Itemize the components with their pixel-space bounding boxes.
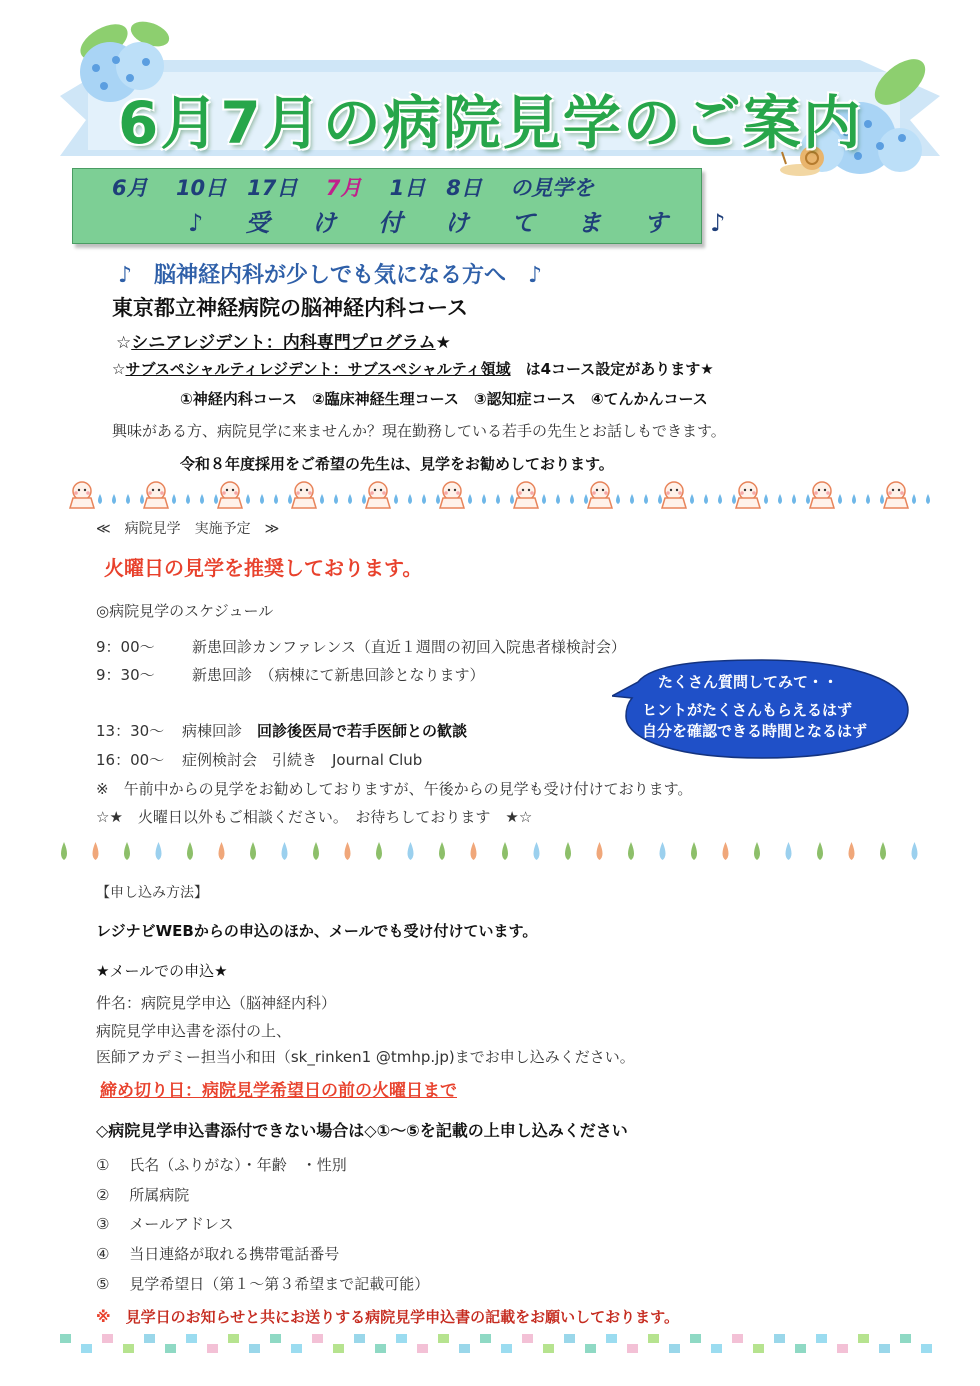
confetti-square [690,1334,701,1343]
raindrop-icon [482,494,486,504]
confetti-square [333,1344,344,1353]
confetti-square [795,1344,806,1353]
raindrop-icon [754,842,760,860]
raindrop-icon [690,494,694,504]
raindrop-icon [320,494,324,504]
senior-resident-program [116,328,451,353]
raindrop-icon [282,842,288,860]
raindrop-icon [912,842,918,860]
raindrop-icon [200,494,204,504]
accept-line: ♪ 受 け 付 け て ま す ♪ [188,209,740,237]
schedule-time: 9：00～ [96,638,155,656]
confetti-square [522,1334,533,1343]
raindrop-icon [496,494,500,504]
star-outline-icon: ☆ [112,360,126,378]
raindrop-icon [468,494,472,504]
raindrop-icon [502,842,508,860]
raindrop-icon [584,494,588,504]
raindrop-icon [172,494,176,504]
raindrop-icon [534,842,540,860]
raindrop-icon [274,494,278,504]
raindrop-icon [542,494,546,504]
raindrop-icon [817,842,823,860]
raindrop-icon [691,842,697,860]
raindrop-icon [408,494,412,504]
confetti-square [60,1334,71,1343]
schedule-desc: 病棟回診 回診後医局で若手医師との歓談 [182,722,468,740]
schedule-time: 16：00～ [96,751,165,769]
raindrop-icon [214,494,218,504]
raindrop-icon [112,494,116,504]
raindrop-icon [630,494,634,504]
confetti-square [816,1334,827,1343]
teru-teru-doll-icon [810,482,834,508]
teru-teru-doll-icon [440,482,464,508]
confetti-square [249,1344,260,1353]
list-item: ⑤ 見学希望日（第１～第３希望まで記載可能） [96,1275,430,1293]
application-web-line: レジナビWEBからの申込のほか、メールでも受け付けています。 [96,922,538,940]
confetti-square [627,1344,638,1353]
confetti-square [81,1344,92,1353]
raindrop-icon [570,494,574,504]
raindrop-icon [723,842,729,860]
raindrop-icon [565,842,571,860]
july-label: 7月 [325,176,362,200]
star-filled-icon: ★ [435,333,451,353]
morning-note: ※ 午前中からの見学をお勧めしておりますが、午後からの見学も受け付けております。 [96,780,693,798]
schedule-time: 9：30～ [96,666,155,684]
list-item: ① 氏名（ふりがな）・年齢 ・性別 [96,1156,347,1174]
raindrop-icon [61,842,67,860]
raindrop-icon [880,494,884,504]
mail-attach: 病院見学申込書を添付の上、 [96,1022,292,1040]
raindrop-icon [246,494,250,504]
raindrop-icon [732,494,736,504]
confetti-square [375,1344,386,1353]
list-item: ② 所属病院 [96,1186,190,1204]
alternative-heading: ◇病院見学申込書添付できない場合は◇①～⑤を記載の上申し込みください [96,1121,628,1140]
confetti-square [354,1334,365,1343]
raindrop-icon [345,842,351,860]
raindrop-icon [260,494,264,504]
raindrop-icon [658,494,662,504]
confetti-square [480,1334,491,1343]
confetti-square [207,1344,218,1353]
raindrop-icon [250,842,256,860]
confetti-square [711,1344,722,1353]
dates-line [112,172,594,202]
raindrop-icon [628,842,634,860]
confetti-square [774,1334,785,1343]
raindrop-icon [849,842,855,860]
raindrop-icon [660,842,666,860]
raindrop-divider [60,838,940,868]
confetti-square [438,1334,449,1343]
list-item: ④ 当日連絡が取れる携帯電話番号 [96,1245,340,1263]
june-days: 10日 17日 [175,176,298,200]
confetti-square [837,1344,848,1353]
confetti-square [732,1334,743,1343]
mail-subject: 件名：病院見学申込（脳神経内科） [96,994,337,1012]
confetti-square [312,1334,323,1343]
tuesday-recommendation: 火曜日の見学を推奨しております。 [104,556,423,580]
senior-program-label: シニアレジデント：内科専門プログラム [131,333,436,353]
confetti-square [585,1344,596,1353]
application-heading: 【申し込み方法】 [96,885,208,901]
confetti-square [669,1344,680,1353]
hospital-course-title: 東京都立神経病院の脳神経内科コース [112,296,468,320]
confetti-square [879,1344,890,1353]
raindrop-icon [219,842,225,860]
other-days-note: ☆★ 火曜日以外もご相談ください。 お待ちしております ★☆ [96,808,533,826]
confetti-square [921,1344,932,1353]
raindrop-icon [926,494,930,504]
teru-teru-doll-icon [514,482,538,508]
raindrop-icon [912,494,916,504]
schedule-heading: ≪ 病院見学 実施予定 ≫ [96,521,280,537]
footnote-mark: ※ [96,1308,111,1326]
raindrop-icon [704,494,708,504]
subspecialty-program [112,358,714,379]
teru-teru-doll-icon [292,482,316,508]
raindrop-icon [186,494,190,504]
raindrop-icon [376,842,382,860]
teru-teru-doll-icon [366,482,390,508]
recommendation-text: 令和８年度採用をご希望の先生は、見学をお勧めしております。 [180,455,614,473]
raindrop-icon [852,494,856,504]
confetti-square [900,1334,911,1343]
mail-contact: 医師アカデミー担当小和田（sk_rinken1 @tmhp.jp)までお申し込みください。 [96,1048,635,1066]
confetti-square [858,1334,869,1343]
raindrop-icon [98,494,102,504]
raindrop-icon [362,494,366,504]
raindrop-icon [597,842,603,860]
raindrop-icon [510,494,514,504]
teru-teru-doll-icon [736,482,760,508]
raindrop-icon [348,494,352,504]
raindrop-icon [394,494,398,504]
raindrop-icon [880,842,886,860]
raindrop-icon [806,494,810,504]
june-label: 6月 [112,176,148,200]
page-title: 6月7月の病院見学のご案内 [118,89,863,157]
schedule-desc: 症例検討会 引続き Journal Club [182,751,423,769]
course-list: ①神経内科コース ②臨床神経生理コース ③認知症コース ④てんかんコース [180,390,708,408]
mail-heading: ★メールでの申込★ [96,962,228,980]
raindrop-icon [313,842,319,860]
raindrop-icon [764,494,768,504]
raindrop-icon [187,842,193,860]
raindrop-icon [838,494,842,504]
list-item: ③ メールアドレス [96,1215,234,1233]
raindrop-icon [408,842,414,860]
invitation-text: 興味がある方、病院見学に来ませんか？現在勤務している若手の先生とお話しもできます。 [112,422,726,440]
schedule-desc: 新患回診 （病棟にて新患回診となります） [192,666,485,684]
confetti-square [102,1334,113,1343]
bubble-line-1: たくさん質問してみて・・ [658,673,839,691]
chat-with-young-doctors: 回診後医局で若手医師との歓談 [257,722,468,740]
bubble-line-2: ヒントがたくさんもらえるはず [642,701,853,719]
subspec-program-label: サブスペシャルティレジデント：サブスペシャルティ領域 [125,360,511,378]
raindrop-icon [556,494,560,504]
schedule-time: 13：30～ [96,722,165,740]
raindrop-icon [126,494,130,504]
footnote-text: 見学日のお知らせと共にお送りする病院見学申込書の記載をお願いしております。 [125,1308,679,1326]
confetti-square [648,1334,659,1343]
confetti-square [144,1334,155,1343]
schedule-desc: 新患回診カンファレンス（直近１週間の初回入院患者様検討会） [192,638,626,656]
teru-teru-doll-icon [70,482,94,508]
interest-line: ♪ 脳神経内科が少しでも気になる方へ ♪ [118,263,543,288]
teru-teru-doll-icon [144,482,168,508]
teru-teru-doll-icon [588,482,612,508]
confetti-border [60,1332,940,1356]
teru-teru-doll-icon [662,482,686,508]
raindrop-icon [124,842,130,860]
raindrop-icon [334,494,338,504]
confetti-square [228,1334,239,1343]
confetti-square [417,1344,428,1353]
raindrop-icon [436,494,440,504]
confetti-square [543,1344,554,1353]
raindrop-icon [786,842,792,860]
july-days: 1日 8日 [389,176,482,200]
raindrop-icon [439,842,445,860]
schedule-title: ◎病院見学のスケジュール [96,602,274,620]
bubble-line-3: 自分を確認できる時間となるはず [642,722,868,740]
dates-suffix: の見学を [510,176,595,200]
raindrop-icon [792,494,796,504]
raindrop-icon [644,494,648,504]
confetti-square [186,1334,197,1343]
footnote [96,1306,679,1327]
confetti-square [459,1344,470,1353]
confetti-square [123,1344,134,1353]
raindrop-icon [718,494,722,504]
confetti-square [753,1344,764,1353]
confetti-square [270,1334,281,1343]
confetti-square [396,1334,407,1343]
subspec-note: は4コース設定があります★ [510,360,714,378]
raindrop-icon [156,842,162,860]
raindrop-icon [288,494,292,504]
confetti-square [165,1344,176,1353]
confetti-square [291,1344,302,1353]
star-outline-icon: ☆ [116,333,132,353]
confetti-square [501,1344,512,1353]
raindrop-icon [616,494,620,504]
deadline-text: 締め切り日：病院見学希望日の前の火曜日まで [100,1081,457,1101]
raindrop-icon [93,842,99,860]
doll-raindrop-divider [60,480,940,510]
confetti-square [606,1334,617,1343]
teru-teru-doll-icon [218,482,242,508]
raindrop-icon [140,494,144,504]
raindrop-icon [471,842,477,860]
raindrop-icon [778,494,782,504]
raindrop-icon [422,494,426,504]
teru-teru-doll-icon [884,482,908,508]
confetti-square [564,1334,575,1343]
raindrop-icon [866,494,870,504]
